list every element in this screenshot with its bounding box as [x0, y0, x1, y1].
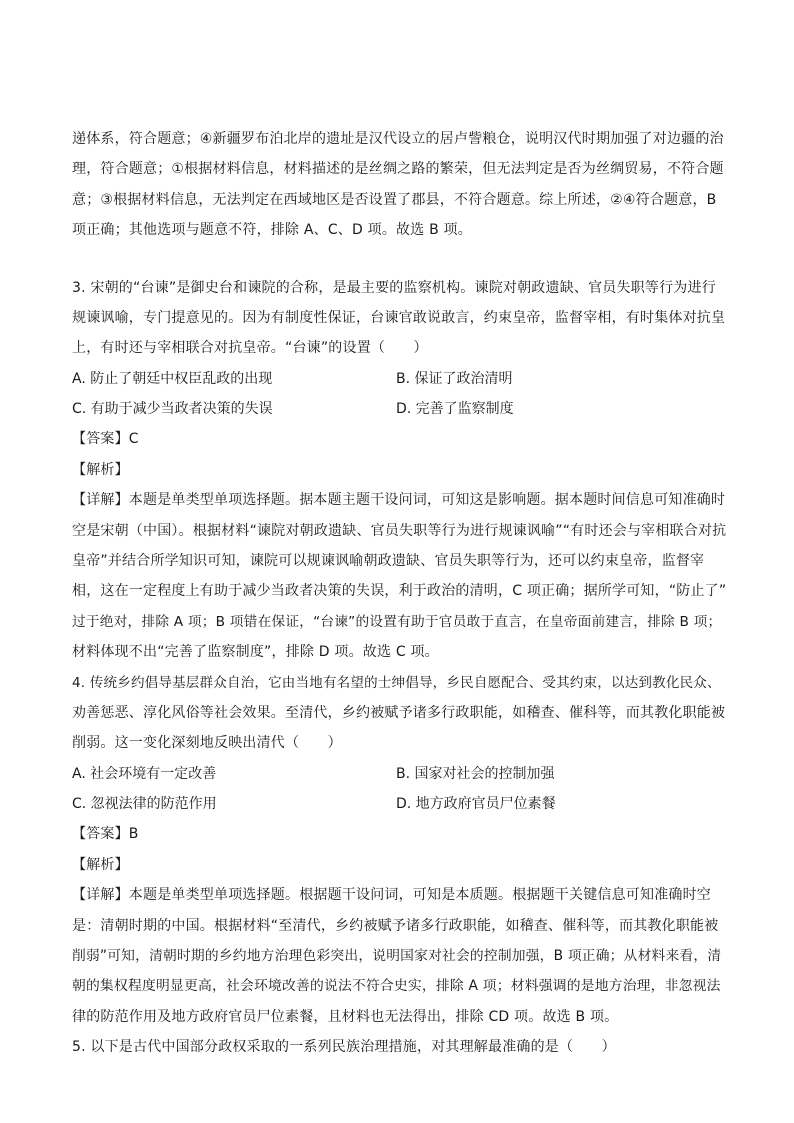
- q4-detail-line-1: 【详解】本题是单类型单项选择题。根据题干设问词，可知是本质题。根据题干关键信息可知准确时空: [72, 887, 711, 903]
- q4-stem-line-1: 4. 传统乡约倡导基层群众自治，它由当地有名望的士绅倡导，乡民自愿配合、受其约束，以达到教化民众、: [72, 675, 721, 691]
- prev-analysis-line-3: 意；③根据材料信息，无法判定在西域地区是否设置了郡县，不符合题意。综上所述，②④符合题意，B: [72, 192, 717, 208]
- q4-option-d: D. 地方政府官员尸位素餐: [396, 796, 556, 812]
- q3-answer: 【答案】C: [72, 431, 139, 447]
- q3-detail-line-1: 【详解】本题是单类型单项选择题。据本题主题干设问词，可知这是影响题。据本题时间信息可知准确时: [72, 492, 726, 508]
- q4-option-c: C. 忽视法律的防范作用: [72, 796, 217, 812]
- q3-option-b: B. 保证了政治清明: [396, 371, 513, 387]
- q4-detail-line-2: 是：清朝时期的中国。根据材料“至清代，乡约被赋予诸多行政职能，如稽查、催科等，而其教化职能被: [72, 918, 719, 934]
- q3-detail-line-5: 过于绝对，排除 A 项；B 项错在保证，“台谏”的设置有助于官员敢于直言，在皇帝面前建言，排除 B 项；: [72, 614, 722, 630]
- q3-stem-line-3: 上，有时还与宰相联合对抗皇帝。“台谏”的设置（ ）: [72, 340, 428, 356]
- q4-option-a: A. 社会环境有一定改善: [72, 766, 217, 782]
- prev-analysis-line-4: 项正确；其他选项与题意不符，排除 A、C、D 项。故选 B 项。: [72, 222, 472, 238]
- prev-analysis-line-1: 递体系，符合题意；④新疆罗布泊北岸的遗址是汉代设立的居卢訾粮仓，说明汉代时期加强了对边疆的治: [72, 131, 724, 147]
- prev-analysis-line-2: 理，符合题意；①根据材料信息，材料描述的是丝绸之路的繁荣，但无法判定是否为丝绸贸易，不符合题: [72, 161, 724, 177]
- q3-analysis-label: 【解析】: [72, 462, 129, 478]
- q4-answer: 【答案】B: [72, 826, 139, 842]
- q3-detail-line-3: 皇帝”并结合所学知识可知，谏院可以规谏讽喻朝政遗缺、官员失职等行为，还可以约束皇帝，监督宰: [72, 553, 705, 569]
- q3-detail-line-6: 材料体现不出“完善了监察制度”，排除 D 项。故选 C 项。: [72, 644, 439, 660]
- q4-detail-line-5: 律的防范作用及地方政府官员尸位素餐，且材料也无法得出，排除 CD 项。故选 B 项。: [72, 1009, 619, 1025]
- q3-stem-line-1: 3. 宋朝的“台谏”是御史台和谏院的合称，是最主要的监察机构。谏院对朝政遗缺、官员失职等行为进行: [72, 280, 716, 296]
- q3-detail-line-4: 相，这在一定程度上有助于减少当政者决策的失误，利于政治的清明，C 项正确；据所学可知，“防止了”: [72, 583, 727, 599]
- q3-stem-line-2: 规谏讽喻，专门提意见的。因为有制度性保证，台谏官敢说敢言，约束皇帝，监督宰相，有时集体对抗皇: [72, 310, 726, 326]
- q4-analysis-label: 【解析】: [72, 857, 129, 873]
- q3-option-a: A. 防止了朝廷中权臣乱政的出现: [72, 371, 273, 387]
- q3-option-c: C. 有助于减少当政者决策的失误: [72, 401, 273, 417]
- q3-option-d: D. 完善了监察制度: [396, 401, 514, 417]
- q5-stem-line-1: 5. 以下是古代中国部分政权采取的一系列民族治理措施，对其理解最准确的是（ ）: [72, 1039, 616, 1055]
- q4-option-b: B. 国家对社会的控制加强: [396, 766, 555, 782]
- q4-stem-line-3: 削弱。这一变化深刻地反映出清代（ ）: [72, 735, 342, 751]
- q4-detail-line-4: 朝的集权程度明显更高，社会环境改善的说法不符合史实，排除 A 项；材料强调的是地方治理，非忽视法: [72, 978, 721, 994]
- q4-stem-line-2: 劝善惩恶、淳化风俗等社会效果。至清代，乡约被赋予诸多行政职能，如稽查、催科等，而其教化职能被: [72, 705, 726, 721]
- q3-detail-line-2: 空是宋朝（中国）。根据材料“谏院对朝政遗缺、官员失职等行为进行规谏讽喻”“有时还会与宰相联合对抗: [72, 523, 727, 539]
- q4-detail-line-3: 削弱”可知，清朝时期的乡约地方治理色彩突出，说明国家对社会的控制加强，B 项正确；从材料来看，清: [72, 948, 722, 964]
